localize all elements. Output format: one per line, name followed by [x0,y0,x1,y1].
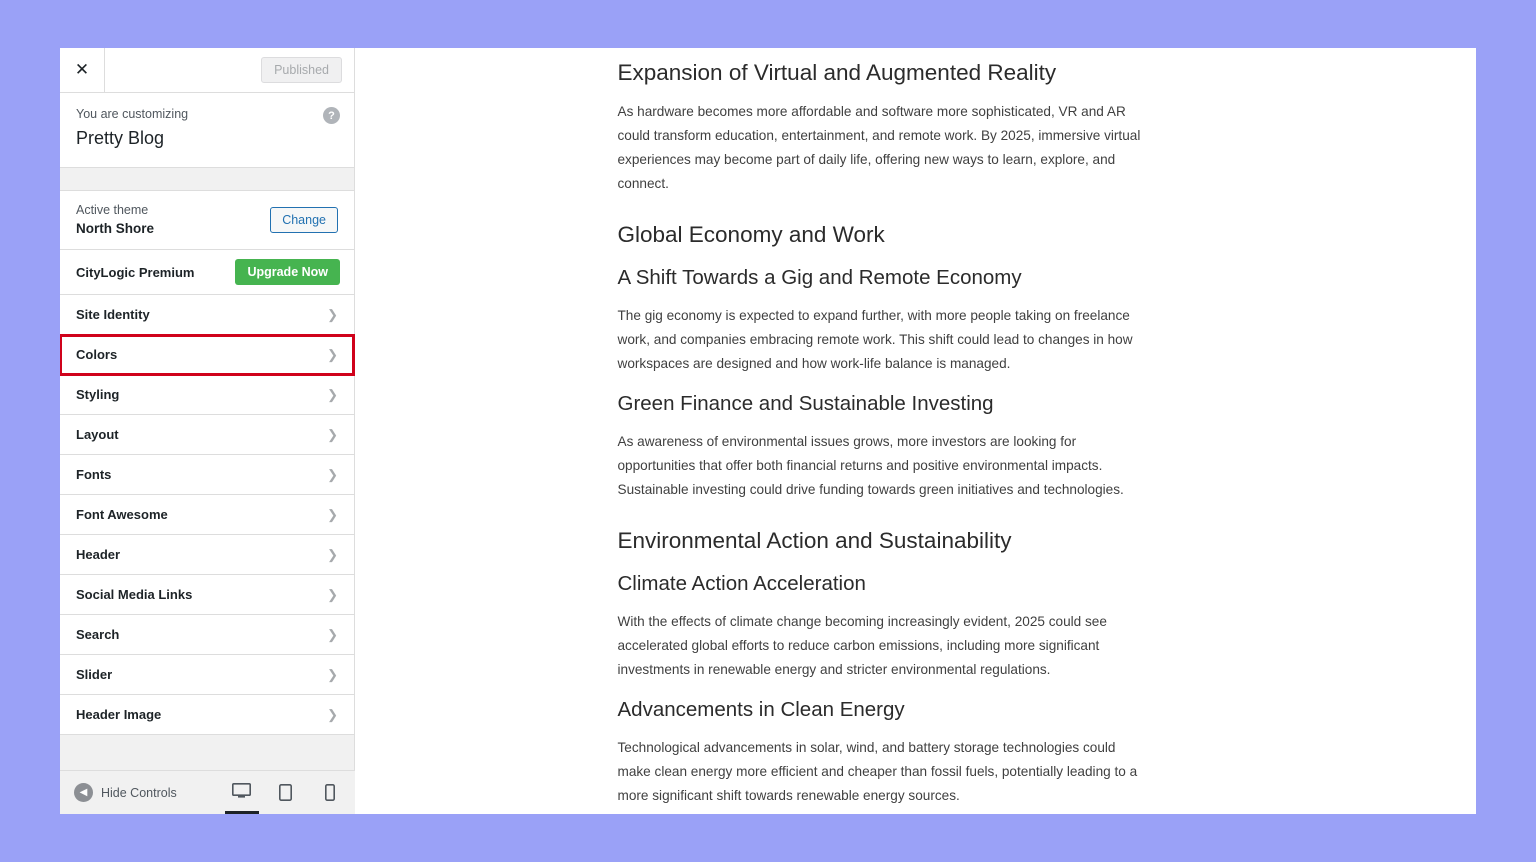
preview-paragraph: As awareness of environmental issues grows, more investors are looking for opportunities that offer both financial returns and positive environmental impacts. Sustainable investing could drive funding towards green initiatives and technologies. [617,434,1124,497]
premium-label: CityLogic Premium [76,264,195,280]
site-name: Pretty Blog [76,128,165,148]
sidebar-spacer [60,168,354,190]
sidebar-item-label: Search [76,627,120,642]
sidebar-footer [60,770,355,814]
sidebar-item-label: Font Awesome [76,507,168,522]
chevron-right-icon: ❯ [327,587,338,602]
tablet-preview-button[interactable] [269,771,303,815]
sidebar-item-label: Social Media Links [76,587,193,602]
preview-subheading: Advancements in Clean Energy [617,698,905,721]
customizing-title-block [60,93,354,168]
customizer-header [60,48,354,93]
chevron-right-icon: ❯ [327,467,338,482]
hide-controls-label: Hide Controls [101,785,177,800]
sidebar-item-layout[interactable] [60,415,354,455]
preview-heading: Global Economy and Work [617,222,885,247]
preview-paragraph: With the effects of climate change becoming increasingly evident, 2025 could see accelerated global efforts to reduce carbon emissions, including more significant investments in renewable energy and stricter environmental regulations. [617,614,1107,677]
sidebar-item-label: Layout [76,427,119,442]
sidebar-item-slider[interactable] [60,655,354,695]
sidebar-item-styling[interactable] [60,375,354,415]
sidebar-item-header[interactable] [60,535,354,575]
preview-heading: Expansion of Virtual and Augmented Reality [617,60,1057,85]
active-theme-name: North Shore [76,221,155,236]
preview-paragraph: The gig economy is expected to expand further, with more people taking on freelance work, and companies embracing remote work. This shift could lead to changes in how workspaces are designed and how work-life balance is managed. [617,308,1133,371]
sidebar-item-site-identity[interactable] [60,295,354,335]
sidebar-item-header-image[interactable] [60,695,354,735]
chevron-right-icon: ❯ [327,627,338,642]
preview-paragraph: Technological advancements in solar, wind, and battery storage technologies could make clean energy more efficient and cheaper than fossil fuels, potentially leading to a more significant shift towards renewable energy sources. [617,740,1138,803]
preview-subheading: Climate Action Acceleration [617,572,866,595]
sidebar-item-label: Styling [76,387,120,402]
mobile-preview-button[interactable] [313,771,347,815]
sidebar-item-label: Colors [76,347,118,362]
sidebar-item-fonts[interactable] [60,455,354,495]
preview-article [618,48,1151,808]
customizing-label: You are customizing [76,107,189,121]
chevron-right-icon: ❯ [327,667,338,682]
active-theme-info [76,202,154,238]
chevron-right-icon: ❯ [327,707,338,722]
published-button[interactable]: Published [261,57,342,83]
collapse-left-icon: ◀ [74,783,93,802]
chevron-right-icon: ❯ [327,387,338,402]
sidebar-item-social-media-links[interactable] [60,575,354,615]
preview-heading: Environmental Action and Sustainability [617,528,1012,553]
chevron-right-icon: ❯ [327,547,338,562]
desktop-preview-button[interactable] [225,771,259,815]
chevron-right-icon: ❯ [327,347,338,362]
device-preview-buttons [225,771,347,815]
change-theme-button[interactable]: Change [270,207,338,233]
preview-subheading: A Shift Towards a Gig and Remote Economy [617,266,1022,289]
customizer-sidebar [60,48,355,814]
preview-subheading: Green Finance and Sustainable Investing [617,392,994,415]
site-preview-pane[interactable] [355,48,1476,814]
close-icon[interactable]: ✕ [60,48,105,92]
hide-controls-button[interactable] [60,783,177,802]
chevron-right-icon: ❯ [327,507,338,522]
preview-content [355,48,1464,808]
sidebar-item-label: Site Identity [76,307,150,322]
sidebar-item-label: Fonts [76,467,112,482]
upgrade-now-button[interactable]: Upgrade Now [235,259,340,285]
sidebar-item-search[interactable] [60,615,354,655]
active-theme-label: Active theme [76,203,149,217]
customizer-panel-list [60,250,354,735]
sidebar-item-colors[interactable] [60,335,354,375]
premium-row [60,250,354,295]
sidebar-item-font-awesome[interactable] [60,495,354,535]
active-theme-row [60,190,354,250]
preview-paragraph: As hardware becomes more affordable and software more sophisticated, VR and AR could transform education, entertainment, and remote work. By 2025, immersive virtual experiences may become part of daily life, offering new ways to learn, explore, and connect. [617,104,1141,191]
customizer-window [60,48,1476,814]
sidebar-item-label: Header [76,547,121,562]
sidebar-item-label: Slider [76,667,113,682]
chevron-right-icon: ❯ [327,427,338,442]
help-icon[interactable]: ? [323,107,340,124]
sidebar-item-label: Header Image [76,707,162,722]
chevron-right-icon: ❯ [327,307,338,322]
